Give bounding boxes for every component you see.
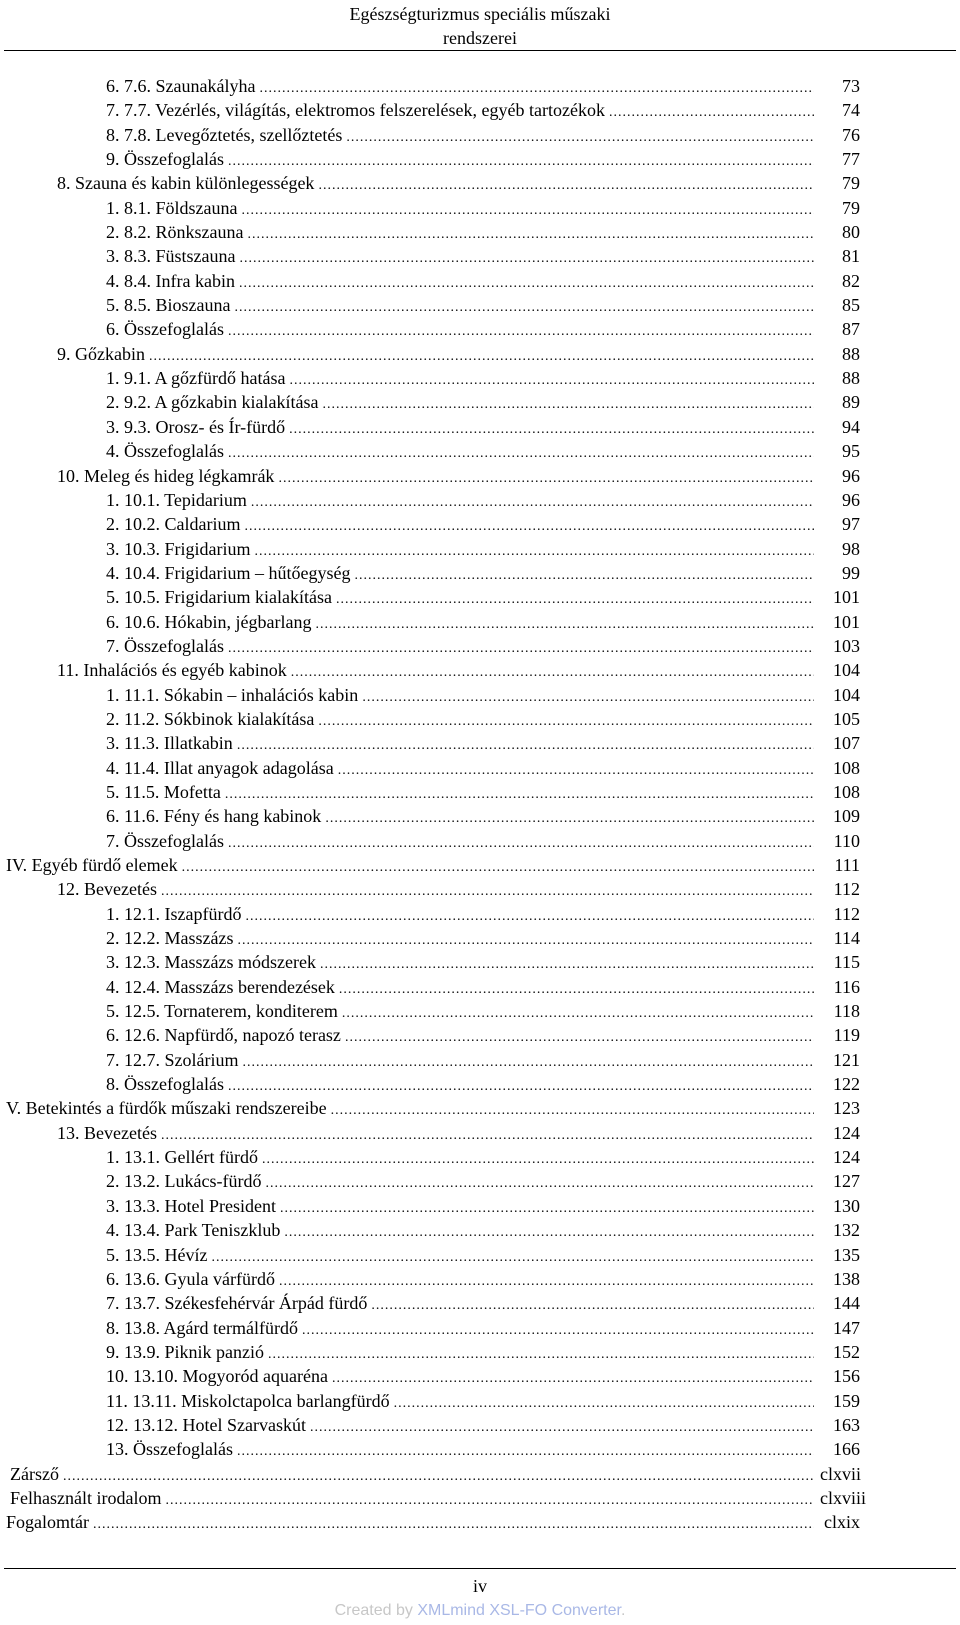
toc-entry-line <box>106 390 860 417</box>
toc-entry-line <box>57 877 860 904</box>
toc-entry-line <box>106 902 860 929</box>
toc-entry-title[interactable]: 4. 10.4. Frigidarium – hűtőegység <box>106 562 351 583</box>
toc-entry[interactable] <box>0 1389 960 1413</box>
toc-entry[interactable] <box>0 1340 960 1364</box>
toc-entry[interactable] <box>0 1218 960 1242</box>
toc-entry-page[interactable]: 87 <box>814 317 860 341</box>
toc-entry-title[interactable]: 12. 13.12. Hotel Szarvaskút <box>106 1414 306 1435</box>
toc-entry[interactable] <box>0 512 960 536</box>
toc-entry-page[interactable]: 122 <box>814 1072 860 1096</box>
toc-entry[interactable] <box>0 561 960 585</box>
toc-entry-title[interactable]: 13. Bevezetés <box>57 1122 157 1143</box>
toc-entry-line <box>106 731 860 758</box>
toc-entry-page[interactable]: 97 <box>814 512 860 536</box>
toc-entry-title[interactable]: 6. Összefoglalás <box>106 319 224 340</box>
toc-entry-page[interactable]: 127 <box>814 1169 860 1193</box>
toc-entry-page[interactable]: 107 <box>814 731 860 755</box>
toc-entry-line <box>106 1437 860 1464</box>
toc-entry-line <box>106 1218 860 1245</box>
toc-entry-title[interactable]: 12. Bevezetés <box>57 879 157 900</box>
toc-entry-title[interactable]: 7. 12.7. Szolárium <box>106 1049 239 1070</box>
toc-entry-page[interactable]: 88 <box>814 366 860 390</box>
toc-entry-page[interactable]: 108 <box>814 756 860 780</box>
toc-entry-title[interactable]: 4. 12.4. Masszázs berendezések <box>106 976 335 997</box>
toc-entry-line <box>106 196 860 223</box>
toc-entry-line <box>106 439 860 466</box>
toc-entry-title[interactable]: 6. 13.6. Gyula várfürdő <box>106 1268 275 1289</box>
toc-entry-page[interactable]: 85 <box>814 293 860 317</box>
toc-entry-line <box>57 342 860 369</box>
toc-entry-page[interactable]: 82 <box>814 269 860 293</box>
toc-entry-page[interactable]: 73 <box>814 74 860 98</box>
toc-entry-title[interactable]: 3. 11.3. Illatkabin <box>106 733 233 754</box>
toc-entry[interactable] <box>0 439 960 463</box>
toc-entry-page[interactable]: 156 <box>814 1364 860 1388</box>
toc-entry-title[interactable]: 1. 11.1. Sókabin – inhalációs kabin <box>106 684 359 705</box>
running-header <box>0 0 960 50</box>
toc-entry[interactable] <box>0 1316 960 1340</box>
toc-entry-title[interactable]: 5. 10.5. Frigidarium kialakítása <box>106 587 332 608</box>
toc-entry-line <box>106 123 860 150</box>
toc-entry[interactable] <box>0 829 960 853</box>
toc-entry[interactable] <box>0 950 960 974</box>
toc-entry-line <box>106 829 860 856</box>
toc-entry-line <box>106 950 860 977</box>
toc-entry[interactable] <box>0 1437 960 1461</box>
toc-entry-title[interactable]: 3. 10.3. Frigidarium <box>106 538 251 559</box>
toc-entry-line <box>106 999 860 1026</box>
toc-entry-title[interactable]: 10. Meleg és hideg légkamrák <box>57 465 275 486</box>
page-number: iv <box>472 1576 487 1596</box>
toc-entry-line <box>106 220 860 247</box>
toc-entry-title[interactable]: 3. 9.3. Orosz- és Ír-fürdő <box>106 416 286 437</box>
toc-entry-title[interactable]: 2. 12.2. Masszázs <box>106 928 234 949</box>
toc-entry-page[interactable]: 119 <box>814 1023 860 1047</box>
toc-entry-line <box>106 926 860 953</box>
toc-entry[interactable] <box>0 196 960 220</box>
toc-entry-title[interactable]: 6. 7.6. Szaunakályha <box>106 76 256 96</box>
toc-entry[interactable] <box>0 999 960 1023</box>
toc-entry-page[interactable]: 99 <box>814 561 860 585</box>
toc-entry-page[interactable]: 111 <box>814 853 860 877</box>
toc-entry-page[interactable]: 115 <box>814 950 860 974</box>
toc-entry[interactable] <box>0 1096 960 1120</box>
toc-entry[interactable] <box>0 1413 960 1437</box>
toc-entry-title[interactable]: 6. 10.6. Hókabin, jégbarlang <box>106 611 312 632</box>
toc-entry[interactable] <box>0 1121 960 1145</box>
toc-entry-title[interactable]: Fogalomtár <box>6 1512 89 1533</box>
toc-entry-line <box>106 1291 860 1318</box>
toc-entry-line <box>106 585 860 612</box>
toc-entry[interactable] <box>0 293 960 317</box>
toc-entry[interactable] <box>0 877 960 901</box>
toc-entry-page[interactable]: 80 <box>814 220 860 244</box>
toc-entry-line <box>106 244 860 271</box>
toc-entry-line <box>106 366 860 393</box>
toc-entry-title[interactable]: 8. Összefoglalás <box>106 1074 224 1095</box>
toc-entry-page[interactable]: 81 <box>814 244 860 268</box>
toc-entry-line <box>106 98 860 125</box>
toc-entry-page[interactable]: clxviii <box>814 1486 860 1510</box>
toc-entry-page[interactable]: 132 <box>814 1218 860 1242</box>
credit-suffix: . <box>620 1602 626 1619</box>
converter-credit <box>0 1600 960 1622</box>
toc-entry-title[interactable]: 2. 10.2. Caldarium <box>106 514 241 535</box>
toc-entry-page[interactable]: 101 <box>814 610 860 634</box>
toc-entry[interactable] <box>0 975 960 999</box>
toc-entry-page[interactable]: 138 <box>814 1267 860 1291</box>
toc-entry[interactable] <box>0 610 960 634</box>
toc-entry-page[interactable]: 103 <box>814 634 860 658</box>
toc-entry-title[interactable]: 2. 8.2. Rönkszauna <box>106 222 244 243</box>
toc-entry-line <box>106 780 860 807</box>
toc-entry-line <box>106 147 860 174</box>
toc-entry-line <box>106 1243 860 1270</box>
header-divider <box>4 50 956 51</box>
toc-entry-line <box>106 1364 860 1391</box>
toc-entry[interactable] <box>0 147 960 171</box>
toc-entry[interactable] <box>0 1267 960 1291</box>
toc-entry-title[interactable]: V. Betekintés a fürdők műszaki rendszereibe <box>6 1098 327 1119</box>
toc-entry-line <box>106 317 860 344</box>
toc-entry-line <box>6 1096 860 1123</box>
toc-entry-title[interactable]: 11. Inhalációs és egyéb kabinok <box>57 660 287 681</box>
toc-entry[interactable] <box>0 1291 960 1315</box>
toc-entry-page[interactable]: 110 <box>814 829 860 853</box>
toc-entry-line <box>106 634 860 661</box>
toc-entry-title[interactable]: 9. Összefoglalás <box>106 149 224 170</box>
toc-entry[interactable] <box>0 244 960 268</box>
toc-entry[interactable] <box>0 269 960 293</box>
toc-entry-title[interactable]: Zársző <box>10 1463 59 1484</box>
toc-entry-page[interactable]: 123 <box>814 1096 860 1120</box>
toc-entry-page[interactable]: clxvii <box>814 1462 860 1486</box>
toc-entry-title[interactable]: 5. 13.5. Hévíz <box>106 1244 208 1265</box>
toc-entry-page[interactable]: 108 <box>814 780 860 804</box>
toc-entry-title[interactable]: 7. Összefoglalás <box>106 830 224 851</box>
toc-entry[interactable] <box>0 488 960 512</box>
toc-entry-line <box>106 756 860 783</box>
toc-entry[interactable] <box>0 366 960 390</box>
toc-entry-title[interactable]: 1. 8.1. Földszauna <box>106 197 238 218</box>
toc-entry-title[interactable]: 7. Összefoglalás <box>106 635 224 656</box>
toc-entry-title[interactable]: Felhasznált irodalom <box>10 1487 162 1508</box>
toc-entry[interactable] <box>0 220 960 244</box>
toc-entry-page[interactable]: 79 <box>814 171 860 195</box>
toc-entry-page[interactable]: 105 <box>814 707 860 731</box>
toc-entry-title[interactable]: 3. 8.3. Füstszauna <box>106 246 236 267</box>
toc-entry-title[interactable]: 5. 12.5. Tornaterem, konditerem <box>106 1001 338 1022</box>
toc-entry-title[interactable]: 11. 13.11. Miskolctapolca barlangfürdő <box>106 1390 390 1411</box>
toc-entry-page[interactable]: 98 <box>814 537 860 561</box>
toc-entry-line <box>6 853 860 880</box>
toc-entry-title[interactable]: 13. Összefoglalás <box>106 1439 233 1460</box>
toc-entry[interactable] <box>0 98 960 122</box>
toc-entry-title[interactable]: 1. 13.1. Gellért fürdő <box>106 1147 258 1168</box>
toc-entry[interactable] <box>0 1486 960 1510</box>
toc-entry-line <box>106 707 860 734</box>
toc-entry[interactable] <box>0 317 960 341</box>
toc-entry[interactable] <box>0 1510 960 1534</box>
toc-entry-page[interactable]: 94 <box>814 415 860 439</box>
toc-entry-title[interactable]: 6. 11.6. Fény és hang kabinok <box>106 806 322 827</box>
toc-entry-title[interactable]: 8. 7.8. Levegőztetés, szellőztetés <box>106 124 343 145</box>
toc-entry-title[interactable]: 3. 12.3. Masszázs módszerek <box>106 952 316 973</box>
toc-entry[interactable] <box>0 415 960 439</box>
toc-entry[interactable] <box>0 804 960 828</box>
toc-entry-page[interactable]: 124 <box>814 1145 860 1169</box>
toc-entry-title[interactable]: 8. 13.8. Agárd termálfürdő <box>106 1317 298 1338</box>
footer-divider <box>4 1568 956 1569</box>
toc-entry-page[interactable]: 152 <box>814 1340 860 1364</box>
toc-entry-title[interactable]: 2. 11.2. Sókbinok kialakítása <box>106 708 315 729</box>
toc-entry[interactable] <box>0 171 960 195</box>
toc-entry[interactable] <box>0 1194 960 1218</box>
header-title-line-2: rendszerei <box>443 28 517 48</box>
toc-entry-page[interactable]: 144 <box>814 1291 860 1315</box>
toc-entry[interactable] <box>0 464 960 488</box>
toc-entry-line <box>57 464 860 491</box>
toc-entry-title[interactable]: 9. Gőzkabin <box>57 343 145 364</box>
toc-entry[interactable] <box>0 1048 960 1072</box>
toc-entry-title[interactable]: 1. 9.1. A gőzfürdő hatása <box>106 368 286 389</box>
toc-entry-page[interactable]: 101 <box>814 585 860 609</box>
toc-entry-title[interactable]: 5. 11.5. Mofetta <box>106 781 221 802</box>
toc-entry-line <box>6 1510 860 1537</box>
toc-entry[interactable] <box>0 123 960 147</box>
toc-entry[interactable] <box>0 853 960 877</box>
toc-entry[interactable] <box>0 1462 960 1486</box>
toc-entry-line <box>106 537 860 564</box>
toc-entry-line <box>106 1316 860 1343</box>
toc-entry-page[interactable]: 112 <box>814 902 860 926</box>
toc-entry[interactable] <box>0 537 960 561</box>
toc-entry-title[interactable]: 3. 13.3. Hotel President <box>106 1195 276 1216</box>
toc-entry-line <box>106 1169 860 1196</box>
toc-entry[interactable] <box>0 1145 960 1169</box>
toc-entry[interactable] <box>0 74 960 98</box>
dot-leader <box>93 1513 860 1537</box>
toc-entry-page[interactable]: 112 <box>814 877 860 901</box>
toc-entry-title[interactable]: 10. 13.10. Mogyoród aquaréna <box>106 1366 328 1387</box>
toc-entry[interactable] <box>0 1169 960 1193</box>
toc-entry-page[interactable]: 95 <box>814 439 860 463</box>
toc-entry-page[interactable]: 116 <box>814 975 860 999</box>
toc-entry-page[interactable]: 77 <box>814 147 860 171</box>
toc-entry-line <box>106 1048 860 1075</box>
toc-entry-title[interactable]: 7. 13.7. Székesfehérvár Árpád fürdő <box>106 1293 368 1314</box>
toc-entry[interactable] <box>0 902 960 926</box>
toc-entry-page[interactable]: 89 <box>814 390 860 414</box>
toc-entry-line <box>106 610 860 637</box>
toc-entry[interactable] <box>0 1072 960 1096</box>
toc-entry-page[interactable]: 135 <box>814 1243 860 1267</box>
toc-entry-title[interactable]: 4. 11.4. Illat anyagok adagolása <box>106 757 334 778</box>
credit-brand-link[interactable]: XMLmind XSL-FO Converter <box>417 1602 621 1619</box>
toc-entry-line <box>106 683 860 710</box>
toc-entry-title[interactable]: 8. Szauna és kabin különlegességek <box>57 173 315 194</box>
toc-entry-title[interactable]: 4. 8.4. Infra kabin <box>106 270 235 291</box>
toc-entry-page[interactable]: 96 <box>814 488 860 512</box>
toc-entry-line <box>106 561 860 588</box>
toc-entry-page[interactable]: 124 <box>814 1121 860 1145</box>
toc-entry-page[interactable]: 147 <box>814 1316 860 1340</box>
toc-entry-page[interactable]: 163 <box>814 1413 860 1437</box>
toc-entry-page[interactable]: 74 <box>814 98 860 122</box>
toc-entry-page[interactable]: 96 <box>814 464 860 488</box>
toc-entry[interactable] <box>0 1243 960 1267</box>
toc-entry-page[interactable]: 166 <box>814 1437 860 1461</box>
toc-entry-title[interactable]: 2. 9.2. A gőzkabin kialakítása <box>106 392 319 413</box>
toc-entry-line <box>106 269 860 296</box>
toc-entry-page[interactable]: 104 <box>814 658 860 682</box>
toc-entry-line <box>106 1267 860 1294</box>
toc-entry[interactable] <box>0 926 960 950</box>
toc-entry-line <box>106 293 860 320</box>
toc-entry[interactable] <box>0 585 960 609</box>
toc-entry-title[interactable]: 5. 8.5. Bioszauna <box>106 295 231 316</box>
toc-entry-title[interactable]: 9. 13.9. Piknik panzió <box>106 1341 264 1362</box>
toc-entry-page[interactable]: 159 <box>814 1389 860 1413</box>
toc-entry-title[interactable]: 1. 10.1. Tepidarium <box>106 489 247 510</box>
toc-entry-line <box>106 512 860 539</box>
toc-entry-page[interactable]: 121 <box>814 1048 860 1072</box>
toc-entry[interactable] <box>0 1023 960 1047</box>
toc-entry-line <box>57 171 860 198</box>
toc-entry[interactable] <box>0 390 960 414</box>
toc-entry-title[interactable]: 4. Összefoglalás <box>106 441 224 462</box>
toc-entry-page[interactable]: 109 <box>814 804 860 828</box>
toc-entry-page[interactable]: 130 <box>814 1194 860 1218</box>
toc-entry-line <box>106 1194 860 1221</box>
toc-entry-line <box>106 975 860 1002</box>
toc-entry[interactable] <box>0 1364 960 1388</box>
header-title-line-1: Egészségturizmus speciális műszaki <box>349 4 611 24</box>
toc-entry-line <box>106 1389 860 1416</box>
toc-entry-line <box>106 1023 860 1050</box>
toc-entry[interactable] <box>0 780 960 804</box>
toc-entry-page[interactable]: 114 <box>814 926 860 950</box>
toc-entry-line <box>106 1413 860 1440</box>
toc-entry[interactable] <box>0 634 960 658</box>
toc-entry-page[interactable]: 104 <box>814 683 860 707</box>
toc-entry-title[interactable]: 6. 12.6. Napfürdő, napozó terasz <box>106 1025 341 1046</box>
toc-entry[interactable] <box>0 731 960 755</box>
toc-entry-line <box>106 1340 860 1367</box>
toc-entry-line <box>57 658 860 685</box>
toc-entry[interactable] <box>0 683 960 707</box>
toc-entry-line <box>106 1145 860 1172</box>
toc-entry-title[interactable]: 1. 12.1. Iszapfürdő <box>106 903 242 924</box>
toc-entry-page[interactable]: 118 <box>814 999 860 1023</box>
toc-entry-title[interactable]: 7. 7.7. Vezérlés, világítás, elektromos felszerelések, egyéb tartozékok <box>106 100 605 121</box>
toc-entry-title[interactable]: IV. Egyéb fürdő elemek <box>6 855 178 875</box>
credit-prefix: Created by <box>334 1602 418 1619</box>
toc-entry-line <box>106 74 860 101</box>
toc-entry-line <box>10 1462 860 1489</box>
toc-entry[interactable] <box>0 756 960 780</box>
toc-entry-line <box>57 1121 860 1148</box>
toc-entry[interactable] <box>0 342 960 366</box>
toc-entry[interactable] <box>0 658 960 682</box>
toc-entry-page[interactable]: 76 <box>814 123 860 147</box>
toc-entry-title[interactable]: 2. 13.2. Lukács-fürdő <box>106 1171 262 1192</box>
toc-entry-line <box>10 1486 860 1513</box>
toc-entry-page[interactable]: 88 <box>814 342 860 366</box>
toc-entry-title[interactable]: 4. 13.4. Park Teniszklub <box>106 1220 281 1241</box>
toc-entry-line <box>106 415 860 442</box>
toc-entry-line <box>106 1072 860 1099</box>
table-of-contents <box>0 74 960 1535</box>
toc-entry-page[interactable]: 79 <box>814 196 860 220</box>
toc-entry[interactable] <box>0 707 960 731</box>
toc-entry-line <box>106 804 860 831</box>
toc-entry-page[interactable]: clxix <box>814 1510 860 1534</box>
toc-entry-line <box>106 488 860 515</box>
